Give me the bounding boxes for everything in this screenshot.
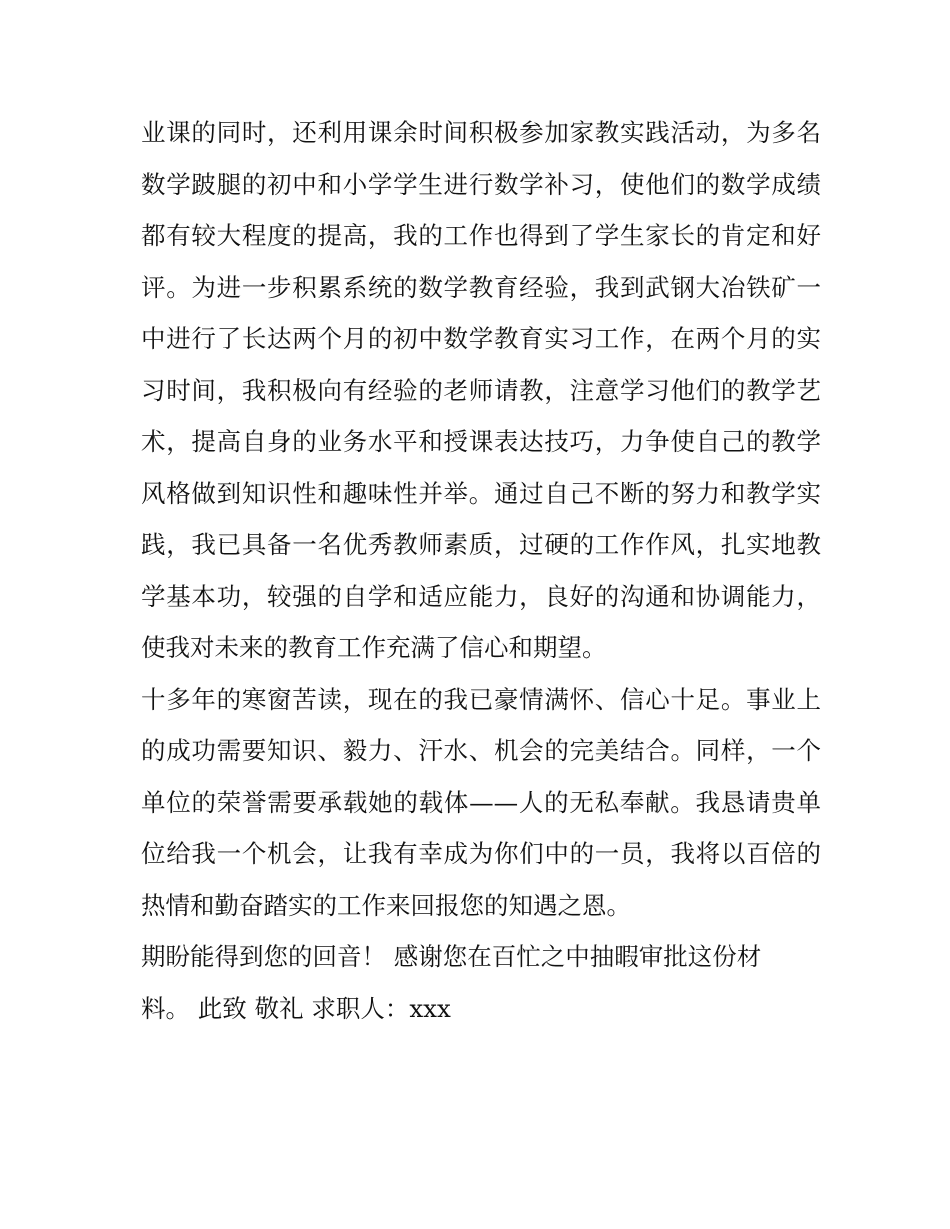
text-line: 位给我一个机会，让我有幸成为你们中的一员，我将以百倍的 [141, 839, 821, 868]
text-line: 习时间，我积极向有经验的老师请教，注意学习他们的教学艺 [141, 375, 821, 405]
text-line: 术，提高自身的业务水平和授课表达技巧，力争使自己的教学 [141, 427, 821, 456]
text-line: 期盼能得到您的回音！ 感谢您在百忙之中抽暇审批这份材 [141, 942, 762, 971]
text-line: 中进行了长达两个月的初中数学教育实习工作，在两个月的实 [141, 324, 821, 353]
text-line: 的成功需要知识、毅力、汗水、机会的完美结合。同样，一个 [141, 736, 821, 765]
cover-letter-body [141, 107, 821, 1034]
text-line: 使我对未来的教育工作充满了信心和期望。 [141, 633, 607, 662]
text-line: 践，我已具备一名优秀教师素质，过硬的工作作风，扎实地教 [141, 530, 821, 559]
text-line: 业课的同时，还利用课余时间积极参加家教实践活动，为多名 [141, 118, 821, 147]
text-line: 十多年的寒窗苦读，现在的我已豪情满怀、信心十足。事业上 [141, 684, 821, 714]
text-line: 数学跛腿的初中和小学学生进行数学补习，使他们的数学成绩 [141, 169, 821, 199]
text-line: 学基本功，较强的自学和适应能力，良好的沟通和协调能力， [141, 581, 821, 611]
text-line: 单位的荣誉需要承载她的载体——人的无私奉献。我恳请贵单 [141, 787, 821, 817]
text-line: 都有较大程度的提高，我的工作也得到了学生家长的肯定和好 [141, 221, 821, 250]
text-line: 评。为进一步积累系统的数学教育经验，我到武钢大冶铁矿一 [141, 272, 821, 302]
text-line: 热情和勤奋踏实的工作来回报您的知遇之恩。 [141, 890, 631, 920]
text-line: 料。 此致 敬礼 求职人：xxx [141, 993, 451, 1023]
text-line: 风格做到知识性和趣味性并举。通过自己不断的努力和教学实 [141, 478, 821, 508]
